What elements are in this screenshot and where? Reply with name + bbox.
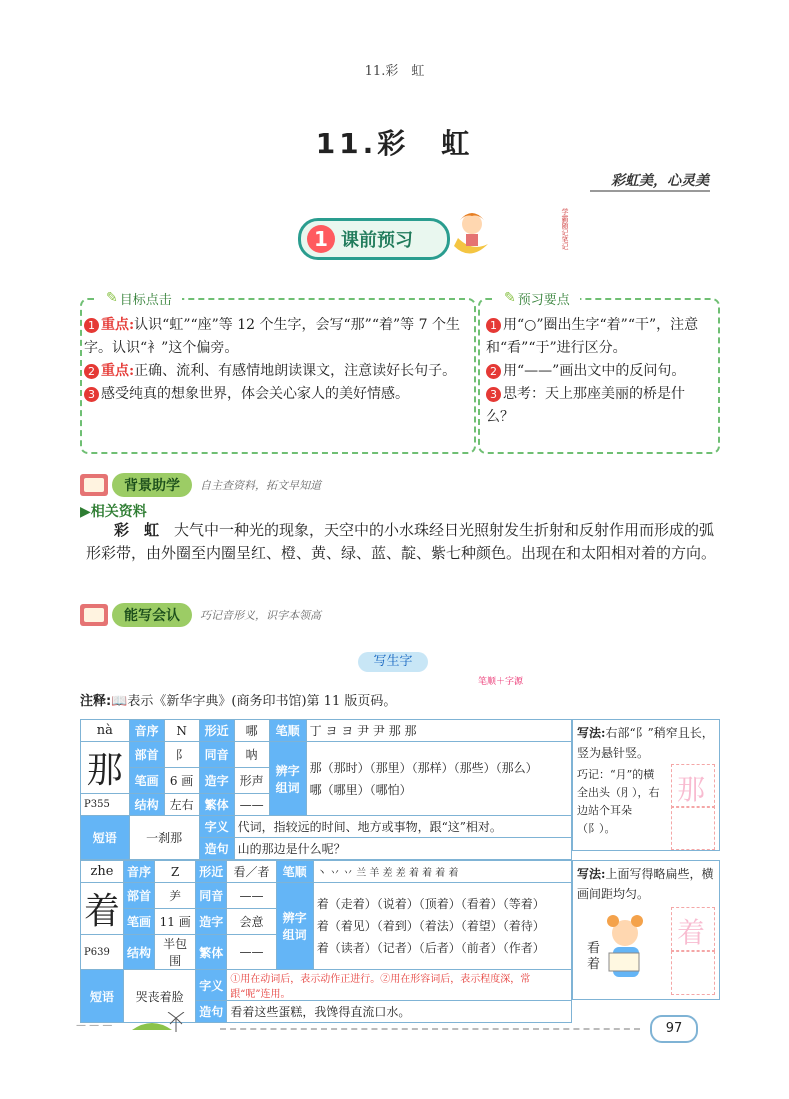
write-characters-heading: 写生字 xyxy=(358,652,428,672)
girl-on-moon-icon xyxy=(448,206,492,258)
field-label: 字义 xyxy=(196,970,227,1001)
objectives-tab xyxy=(96,288,182,308)
char-page: P355 xyxy=(81,794,130,816)
field-label: 形近 xyxy=(199,720,234,742)
field-label: 笔顺 xyxy=(276,861,313,883)
writing-tip xyxy=(573,861,719,907)
char-strokes: 11 画 xyxy=(155,909,196,935)
field-label: 笔画 xyxy=(129,768,164,794)
background-ribbon xyxy=(80,474,321,496)
char-meaning: ①用在动词后，表示动作正进行。②用在形容词后，表示程度深，常跟“呢”连用。 xyxy=(227,970,572,1001)
char-traditional: —— xyxy=(234,794,269,816)
keypoints-list xyxy=(486,314,712,429)
svg-text:— — —: — — — xyxy=(76,1020,113,1031)
char-phrase: 哭丧着脸 xyxy=(124,970,196,1023)
field-label: 短语 xyxy=(81,970,124,1023)
stroke-source-label: 笔顺＋字源 xyxy=(478,677,524,687)
ghost-char: 那 xyxy=(677,773,706,806)
related-info-label: 相关资料 xyxy=(90,504,147,520)
practice-grid[interactable] xyxy=(671,951,715,995)
related-info-heading: ▶相关资料 xyxy=(80,504,147,520)
char-homophone: —— xyxy=(227,883,276,909)
tip-text: 右部“阝”稍窄且长，竖为悬针竖。 xyxy=(577,726,714,760)
field-label: 字义 xyxy=(199,816,234,838)
annotation xyxy=(80,690,396,709)
motto-underline xyxy=(590,190,710,192)
keypoint-text: 用“——”画出文中的反问句。 xyxy=(503,363,686,379)
objective-key: 重点: xyxy=(101,317,135,333)
dictionary-icon: 📖 xyxy=(111,694,128,709)
tip-key: 写法: xyxy=(577,726,606,740)
objective-item xyxy=(84,360,474,383)
field-label: 短语 xyxy=(81,816,130,860)
item-number: 1 xyxy=(486,318,501,333)
field-label: 造字 xyxy=(199,768,234,794)
writing-tip xyxy=(573,720,719,766)
running-title: 11.彩 虹 xyxy=(364,64,425,79)
book-icon xyxy=(80,604,108,626)
char-glyph: 那 xyxy=(81,742,130,794)
pencil-icon: ✎ xyxy=(106,290,118,306)
motto: 彩虹美，心灵美 xyxy=(611,173,709,189)
field-label: 结构 xyxy=(124,935,155,970)
keypoints-tab-label: 预习要点 xyxy=(517,292,570,308)
char-homophone: 呐 xyxy=(234,742,269,768)
objective-text: 认识“虹”“座”等 12 个生字，会写“那”“着”等 7 个生字。认识“衤”这个偏旁。 xyxy=(84,317,460,356)
field-label: 同音 xyxy=(196,883,227,909)
field-label: 部首 xyxy=(124,883,155,909)
char-phrase: 一刹那 xyxy=(129,816,199,860)
item-number: 3 xyxy=(486,387,501,402)
char-strokes: 6 画 xyxy=(164,768,199,794)
objective-text: 正确、流利、有感情地朗读课文，注意读好长句子。 xyxy=(134,363,457,379)
section-number: 1 xyxy=(307,225,335,253)
char-stroke-order: 丶 丷 丷 兰 羊 差 差 着 着 着 着 xyxy=(313,861,571,883)
keypoint-item xyxy=(486,383,712,429)
char-card xyxy=(80,860,572,1023)
tip-key: 写法: xyxy=(577,867,606,881)
field-label: 繁体 xyxy=(196,935,227,970)
field-label: 辨字组词 xyxy=(276,883,313,970)
section-label: 课前预习 xyxy=(341,230,413,251)
annotation-key: 注释: xyxy=(80,694,112,709)
keypoints-tab xyxy=(494,288,580,308)
objectives-tab-label: 目标点击 xyxy=(119,292,172,308)
field-label: 繁体 xyxy=(199,794,234,816)
field-label: 造句 xyxy=(196,1001,227,1023)
windmill-decoration-icon xyxy=(72,1012,192,1034)
char-stroke-order: 丁 ヨ ヨ 尹 尹 那 那 xyxy=(306,720,571,742)
background-label: 背景助学 xyxy=(112,473,192,497)
item-number: 2 xyxy=(84,364,99,379)
side-note: 学霸随记笔记 xyxy=(561,208,569,250)
char-similar: 哪 xyxy=(234,720,269,742)
writing-tip-box xyxy=(572,860,720,1000)
background-term: 彩 虹 xyxy=(114,521,160,539)
word-group: 着（着见）（着到）（着法）（着望）（着待） xyxy=(316,919,545,933)
background-paragraph xyxy=(86,519,718,565)
field-label: 结构 xyxy=(129,794,164,816)
item-number: 1 xyxy=(84,318,99,333)
objective-text: 感受纯真的想象世界，体会关心家人的美好情感。 xyxy=(101,386,409,402)
field-label: 辨字组词 xyxy=(269,742,306,816)
char-radical: 阝 xyxy=(164,742,199,768)
item-number: 3 xyxy=(84,387,99,402)
keypoint-item xyxy=(486,314,712,360)
practice-grid[interactable] xyxy=(671,806,715,850)
tip-text: 上面写得略扁些，横画间距均匀。 xyxy=(577,867,714,901)
field-label: 造句 xyxy=(199,838,234,860)
field-label: 同音 xyxy=(199,742,234,768)
char-formation: 形声 xyxy=(234,768,269,794)
word-group: 着（走着）（说着）（顶着）（看着）（等着） xyxy=(316,897,545,911)
memory-tip: 看着 xyxy=(587,941,601,972)
char-radical: ⺶ xyxy=(155,883,196,909)
char-glyph: 着 xyxy=(81,883,124,935)
char-pinyin: zhe xyxy=(81,861,124,883)
word-group: 那（那时）（那里）（那样）（那些）（那么） xyxy=(309,760,538,775)
field-label: 音序 xyxy=(129,720,164,742)
objective-key: 重点: xyxy=(101,363,135,379)
footer-divider xyxy=(220,1028,640,1032)
field-label: 笔顺 xyxy=(269,720,306,742)
objectives-list xyxy=(84,314,474,406)
write-note: 巧记音形义，识字本领高 xyxy=(200,609,321,622)
field-label: 音序 xyxy=(124,861,155,883)
section-badge xyxy=(298,218,450,260)
char-sentence: 看着这些蛋糕，我馋得直流口水。 xyxy=(227,1001,572,1023)
page-number: 97 xyxy=(650,1015,698,1043)
char-structure: 半包围 xyxy=(155,935,196,970)
objective-item xyxy=(84,383,474,406)
char-card xyxy=(80,719,572,860)
write-ribbon xyxy=(80,604,321,626)
char-words xyxy=(306,742,571,816)
keypoint-item xyxy=(486,360,712,383)
page-title: 11.彩 虹 xyxy=(315,127,474,160)
item-number: 2 xyxy=(486,364,501,379)
objective-item xyxy=(84,314,474,360)
field-label: 形近 xyxy=(196,861,227,883)
char-similar: 看／者 xyxy=(227,861,276,883)
char-onset: Z xyxy=(155,861,196,883)
word-group: 着（读者）（记者）（后者）（前者）（作者） xyxy=(316,941,545,955)
char-onset: N xyxy=(164,720,199,742)
memory-tip: 巧记：“月”的横全出头（⺼），右边站个耳朵（阝）。 xyxy=(577,768,660,835)
char-structure: 左右 xyxy=(164,794,199,816)
field-label: 部首 xyxy=(129,742,164,768)
background-text: 大气中一种光的现象，天空中的小水珠经日光照射发生折射和反射作用而形成的弧形彩带，由外圈至内圈呈红、橙、黄、绿、蓝、靛、紫七种颜色。出现在和太阳相对着的方向。 xyxy=(86,521,717,562)
word-group: 哪（哪里）（哪怕） xyxy=(309,782,412,797)
char-words xyxy=(313,883,571,970)
write-label: 能写会认 xyxy=(112,603,192,627)
field-label: 笔画 xyxy=(124,909,155,935)
pencil-icon: ✎ xyxy=(504,290,516,306)
ghost-char: 着 xyxy=(677,916,706,949)
char-pinyin: nà xyxy=(81,720,130,742)
keypoint-text: 用“○”圈出生字“着”“干”，注意和“看”“于”进行区分。 xyxy=(486,317,699,356)
char-formation: 会意 xyxy=(227,909,276,935)
book-icon xyxy=(80,474,108,496)
annotation-text: 表示《新华字典》(商务印书馆)第 11 版页码。 xyxy=(127,694,397,709)
writing-tip-box xyxy=(572,719,720,851)
char-meaning: 代词，指较远的时间、地方或事物，跟“这”相对。 xyxy=(234,816,571,838)
char-sentence: 山的那边是什么呢？ xyxy=(234,838,571,860)
field-label: 造字 xyxy=(196,909,227,935)
background-note: 自主查资料，拓文早知道 xyxy=(200,479,321,492)
keypoint-text: 思考：天上那座美丽的桥是什么？ xyxy=(486,386,685,425)
char-page: P639 xyxy=(81,935,124,970)
char-traditional: —— xyxy=(227,935,276,970)
